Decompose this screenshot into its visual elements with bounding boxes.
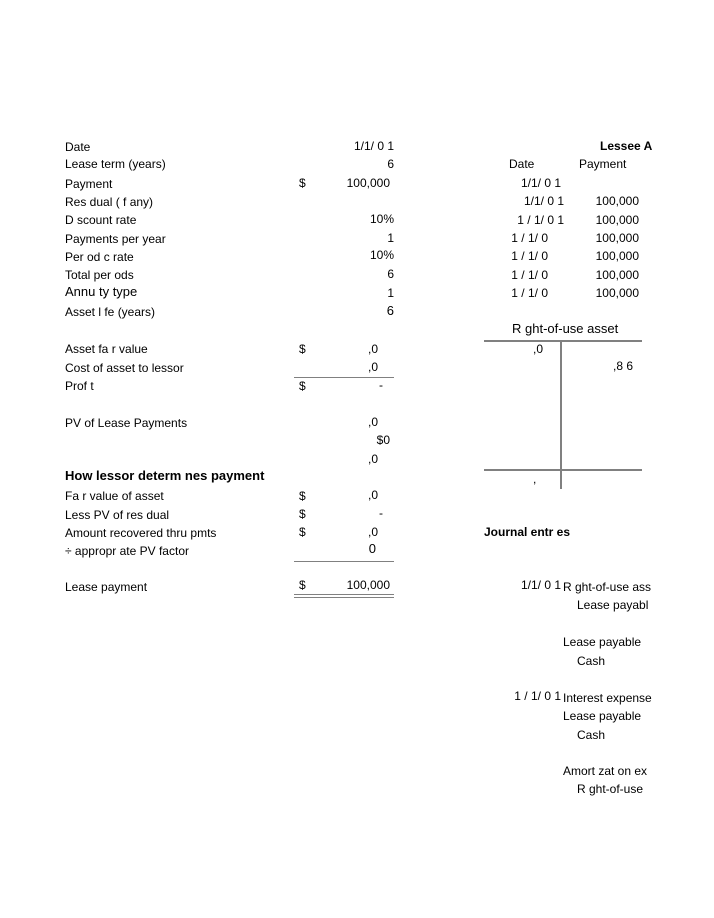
input-value-lease-term: 6 — [387, 157, 394, 171]
journal-entry-1-line-4: Lease payable — [563, 635, 642, 649]
lessor-heading: How lessor determ nes payment — [65, 468, 265, 483]
t-account-debit: ,0 — [533, 342, 544, 356]
profit-value: - — [379, 378, 383, 392]
schedule-date-5: 1 / 1/ 0 — [511, 268, 548, 282]
lessor-recovered-currency: $ — [299, 525, 306, 539]
lease-payment-currency: $ — [299, 578, 306, 592]
journal-heading: Journal entr es — [484, 525, 571, 539]
pv-extra-value-2: ,0 — [367, 452, 378, 466]
lessor-pv-factor-value: 0 — [368, 541, 376, 556]
input-label-date: Date — [65, 140, 91, 154]
schedule-payment-6: 100,000 — [595, 286, 639, 300]
schedule-header-date: Date — [509, 157, 535, 171]
lessee-heading: Lessee A — [600, 139, 653, 153]
asset-fair-value-value: ,0 — [367, 342, 378, 356]
t-account-credit: ,8 6 — [613, 359, 634, 373]
cost-to-lessor-label: Cost of asset to lessor — [65, 361, 184, 375]
lease-payment-double-rule-1 — [294, 594, 394, 595]
lease-payment-double-rule-2 — [294, 597, 394, 598]
lessor-pv-residual-value: - — [379, 506, 383, 520]
lease-payment-top-rule — [294, 561, 394, 562]
schedule-date-4: 1 / 1/ 0 — [511, 249, 548, 263]
lease-payment-label: Lease payment — [65, 580, 148, 594]
schedule-date-6: 1 / 1/ 0 — [511, 286, 548, 300]
journal-entry-2-date: 1 / 1/ 0 1 — [514, 689, 561, 703]
schedule-header-payment: Payment — [579, 157, 627, 171]
profit-label: Prof t — [65, 379, 94, 393]
lessor-fair-value-label: Fa r value of asset — [65, 489, 164, 503]
input-label-total-periods: Total per ods — [65, 268, 134, 282]
lessor-pv-residual-currency: $ — [299, 507, 306, 521]
input-value-periodic-rate: 10% — [369, 248, 394, 262]
input-currency-payment: $ — [299, 176, 306, 190]
input-label-payment: Payment — [65, 177, 113, 191]
schedule-payment-5: 100,000 — [595, 268, 639, 282]
lessor-recovered-value: ,0 — [367, 525, 378, 539]
t-account-vertical-rule — [560, 341, 562, 489]
input-value-discount-rate: 10% — [369, 212, 394, 226]
asset-fair-value-label: Asset fa r value — [65, 342, 148, 356]
schedule-payment-3: 100,000 — [595, 231, 639, 245]
input-label-discount-rate: D scount rate — [65, 213, 137, 227]
pv-extra-value-1: $0 — [376, 433, 390, 447]
t-account-title: R ght-of-use asset — [512, 321, 619, 336]
lessor-pv-residual-label: Less PV of res dual — [65, 508, 170, 522]
lessor-fair-value-value: ,0 — [367, 488, 378, 502]
lease-payment-value: 100,000 — [346, 578, 390, 592]
input-label-asset-life: Asset l fe (years) — [65, 305, 156, 319]
t-account-bottom-rule — [484, 469, 642, 471]
schedule-date-3: 1 / 1/ 0 — [511, 231, 548, 245]
pv-payments-label: PV of Lease Payments — [65, 416, 188, 430]
journal-entry-1-line-2: Lease payabl — [577, 598, 649, 612]
journal-entry-2-line-2: Lease payable — [563, 709, 642, 723]
input-value-total-periods: 6 — [387, 267, 394, 281]
input-value-annuity-type: 1 — [387, 286, 394, 300]
lessor-recovered-label: Amount recovered thru pmts — [65, 526, 217, 540]
input-value-date: 1/1/ 0 1 — [353, 139, 394, 153]
schedule-date-0: 1/1/ 0 1 — [520, 176, 561, 190]
schedule-payment-2: 100,000 — [595, 213, 639, 227]
input-value-payment: 100,000 — [346, 176, 390, 190]
journal-entry-2-line-1: Interest expense — [563, 691, 652, 705]
t-account-balance: , — [533, 472, 537, 486]
input-label-annuity-type: Annu ty type — [65, 284, 138, 299]
asset-fair-value-currency: $ — [299, 342, 306, 356]
journal-entry-2-line-6: R ght-of-use — [577, 782, 644, 796]
schedule-payment-1: 100,000 — [595, 194, 639, 208]
input-label-payments-per-year: Payments per year — [65, 232, 166, 246]
input-label-lease-term: Lease term (years) — [65, 157, 166, 171]
journal-entry-1-date: 1/1/ 0 1 — [520, 578, 561, 592]
journal-entry-1-line-5: Cash — [577, 654, 606, 668]
cost-to-lessor-value: ,0 — [367, 360, 378, 374]
t-account-top-rule — [484, 340, 642, 342]
input-label-residual: Res dual ( f any) — [65, 195, 154, 209]
lessor-fair-value-currency: $ — [299, 489, 306, 503]
input-value-payments-per-year: 1 — [387, 231, 394, 245]
input-label-periodic-rate: Per od c rate — [65, 250, 134, 264]
lessor-pv-factor-label: ÷ appropr ate PV factor — [65, 544, 189, 558]
journal-entry-2-line-3: Cash — [577, 728, 606, 742]
profit-currency: $ — [299, 379, 306, 393]
input-value-asset-life: 6 — [386, 303, 394, 318]
schedule-payment-4: 100,000 — [595, 249, 639, 263]
pv-payments-value: ,0 — [367, 415, 378, 429]
schedule-date-1: 1/1/ 0 1 — [523, 194, 564, 208]
journal-entry-2-line-5: Amort zat on ex — [563, 764, 648, 778]
schedule-date-2: 1 / 1/ 0 1 — [517, 213, 564, 227]
journal-entry-1-line-1: R ght-of-use ass — [563, 580, 652, 594]
